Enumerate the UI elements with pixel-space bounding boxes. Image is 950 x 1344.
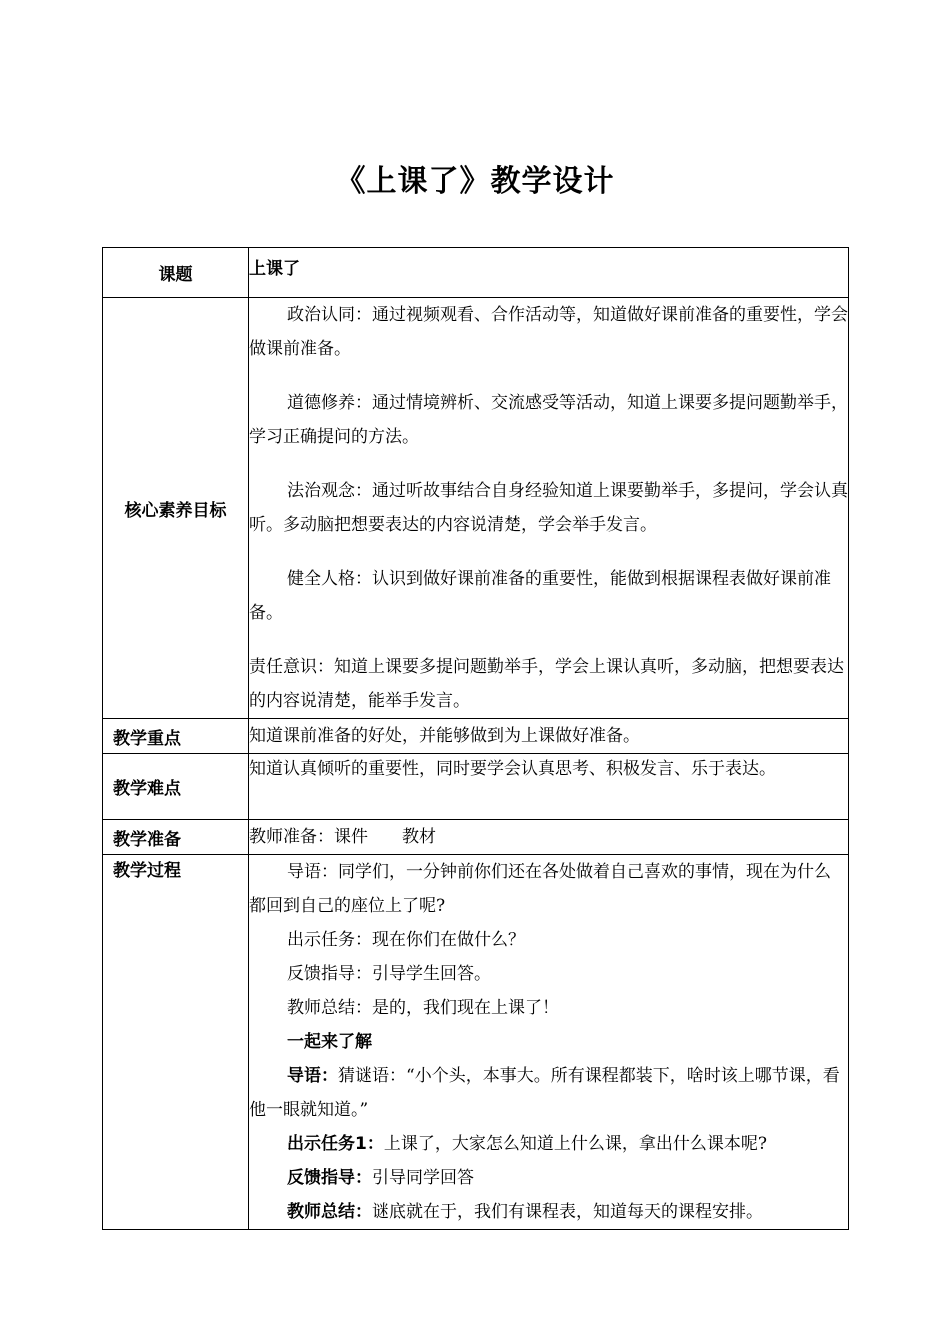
goal-item-responsibility: 责任意识：知道上课要多提问题勤举手，学会上课认真听，多动脑，把想要表达的内容说清楚，能举手发言。 [249, 657, 844, 711]
goals-label: 核心素养目标 [103, 298, 249, 719]
lesson-plan-table [102, 247, 849, 1230]
topic-value: 上课了 [249, 248, 849, 298]
table-row-key-point [103, 719, 849, 754]
table-row-topic [103, 248, 849, 298]
table-row-difficulty [103, 754, 849, 820]
process-line: 教师总结：是的，我们现在上课了！ [287, 998, 559, 1018]
process-line: 反馈指导：引导学生回答。 [287, 964, 491, 984]
process-line: 反馈指导：引导同学回答 [287, 1168, 474, 1188]
difficulty-label: 教学难点 [103, 754, 249, 820]
table-row-process [103, 855, 849, 1230]
process-line: 导语：同学们，一分钟前你们还在各处做着自己喜欢的事情，现在为什么都回到自己的座位上了呢? [249, 862, 831, 916]
document-title: 《上课了》教学设计 [335, 164, 615, 199]
process-content [249, 855, 849, 1230]
process-line: 导语：猜谜语：“小个头，本事大。所有课程都装下，啥时该上哪节课，看他一眼就知道。” [249, 1066, 840, 1120]
key-point-value: 知道课前准备的好处，并能够做到为上课做好准备。 [249, 719, 849, 754]
process-line: 出示任务：现在你们在做什么？ [287, 930, 525, 950]
process-line: 教师总结：谜底就在于，我们有课程表，知道每天的课程安排。 [287, 1202, 763, 1222]
goal-item-law: 法治观念：通过听故事结合自身经验知道上课要勤举手，多提问，学会认真听。多动脑把想要表达的内容说清楚，学会举手发言。 [249, 481, 848, 535]
goal-item-moral: 道德修养：通过情境辨析、交流感受等活动，知道上课要多提问题勤举手，学习正确提问的方法。 [249, 393, 848, 447]
difficulty-value: 知道认真倾听的重要性，同时要学会认真思考、积极发言、乐于表达。 [249, 754, 849, 820]
table-row-preparation [103, 820, 849, 855]
goals-content [249, 298, 849, 719]
goal-item-political: 政治认同：通过视频观看、合作活动等，知道做好课前准备的重要性，学会做课前准备。 [249, 305, 848, 359]
process-label: 教学过程 [103, 855, 249, 1230]
goal-item-personality: 健全人格：认识到做好课前准备的重要性，能做到根据课程表做好课前准备。 [249, 569, 831, 623]
topic-label: 课题 [103, 248, 249, 298]
process-section-heading: 一起来了解 [287, 1032, 372, 1052]
process-line: 出示任务1：上课了，大家怎么知道上什么课，拿出什么课本呢? [287, 1134, 767, 1154]
preparation-label: 教学准备 [103, 820, 249, 855]
table-row-goals [103, 298, 849, 719]
key-point-label: 教学重点 [103, 719, 249, 754]
preparation-value: 教师准备：课件 教材 [249, 820, 849, 855]
